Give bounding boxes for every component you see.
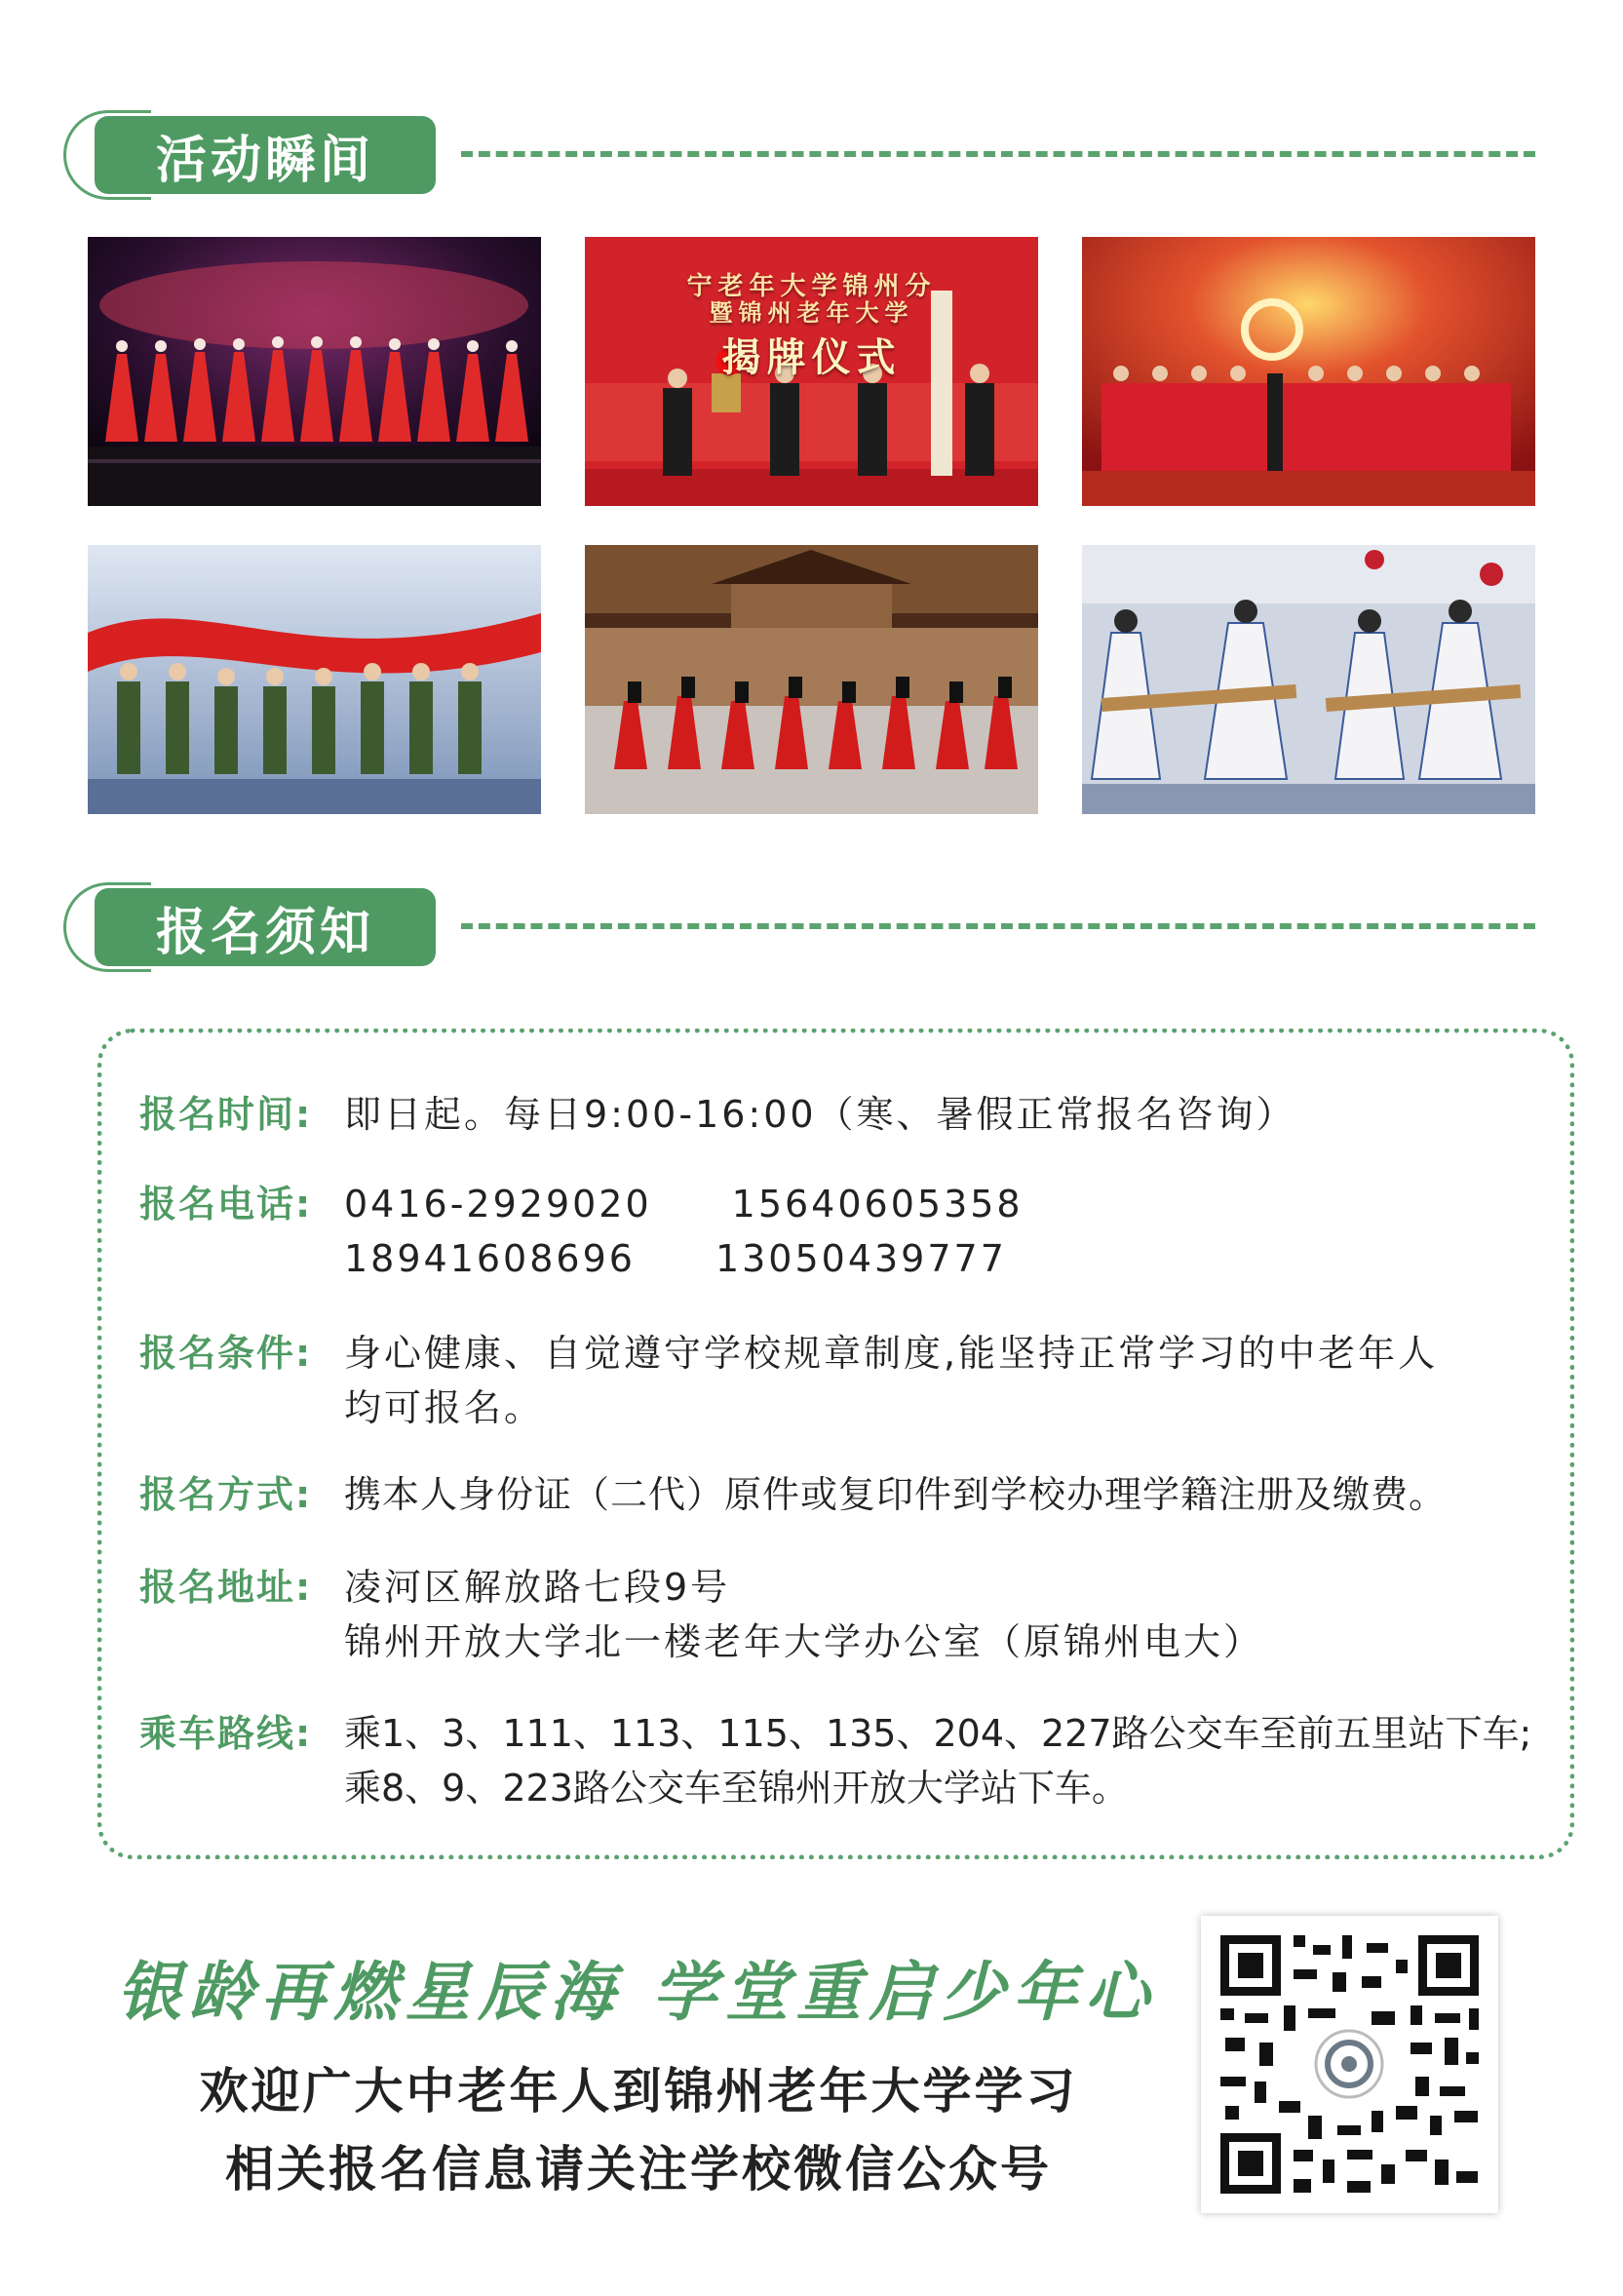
photo-palace-image [585, 545, 1038, 814]
info-line: 凌河区解放路七段9号 [344, 1566, 731, 1609]
info-line: 乘8、9、223路公交车至锦州开放大学站下车。 [344, 1767, 1129, 1810]
photo-choir-performance [1082, 237, 1535, 506]
info-line: 乘1、3、111、113、115、135、204、227路公交车至前五里站下车; [344, 1712, 1532, 1755]
info-value [344, 1177, 1550, 1286]
info-value [344, 1087, 1550, 1142]
info-line: 即日起。每日9:00-16:00（寒、暑假正常报名咨询） [344, 1093, 1296, 1136]
registration-title: 报名须知 [155, 903, 374, 962]
wechat-qr-code [1201, 1916, 1498, 2213]
ceremony-caption-line2: 暨锦州老年大学 [709, 299, 914, 327]
photo-dance-performance [88, 237, 541, 506]
info-label: 报名时间: [139, 1093, 313, 1136]
dashed-divider [461, 151, 1535, 157]
activity-photo-grid [88, 237, 1535, 814]
header-pill [95, 888, 436, 966]
registration-info-box [97, 1029, 1574, 1859]
ceremony-caption-line3: 揭牌仪式 [721, 335, 902, 380]
qr-code-icon [1201, 1916, 1498, 2213]
info-line: 18941608696 13050439777 [344, 1237, 1007, 1280]
info-label: 报名电话: [139, 1183, 313, 1226]
activities-header [63, 110, 1535, 200]
info-label: 报名条件: [139, 1332, 313, 1375]
photo-palace-dance [585, 545, 1038, 814]
photo-dance-image [88, 237, 541, 506]
info-label: 乘车路线: [139, 1712, 313, 1755]
photo-military-image [88, 545, 541, 814]
activities-title: 活动瞬间 [155, 131, 374, 190]
ceremony-caption-line1: 宁老年大学锦州分 [686, 272, 937, 301]
info-line: 0416-2929020 15640605358 [344, 1183, 1024, 1226]
photo-guzheng-ensemble [1082, 545, 1535, 814]
info-value [344, 1326, 1550, 1435]
registration-header [63, 882, 1535, 972]
info-value [344, 1467, 1550, 1522]
info-label: 报名地址: [139, 1566, 313, 1609]
photo-unveiling-ceremony [585, 237, 1038, 506]
info-line: 均可报名。 [344, 1386, 545, 1429]
header-pill [95, 116, 436, 194]
photo-guzheng-image [1082, 545, 1535, 814]
info-value [344, 1560, 1550, 1669]
photo-military-singers [88, 545, 541, 814]
info-value [344, 1706, 1550, 1815]
info-line: 身心健康、自觉遵守学校规章制度,能坚持正常学习的中老年人 [344, 1332, 1439, 1375]
photo-choir-image [1082, 237, 1535, 506]
info-line: 携本人身份证（二代）原件或复印件到学校办理学籍注册及缴费。 [344, 1473, 1448, 1516]
info-line: 锦州开放大学北一楼老年大学办公室（原锦州电大） [344, 1620, 1264, 1663]
slogan: 银龄再燃星辰海 学堂重启少年心 [117, 1954, 1157, 2030]
dashed-divider [461, 923, 1535, 929]
welcome-line-2: 相关报名信息请关注学校微信公众号 [225, 2140, 1052, 2198]
info-label: 报名方式: [139, 1473, 313, 1516]
welcome-line-1: 欢迎广大中老年人到锦州老年大学学习 [199, 2062, 1078, 2120]
